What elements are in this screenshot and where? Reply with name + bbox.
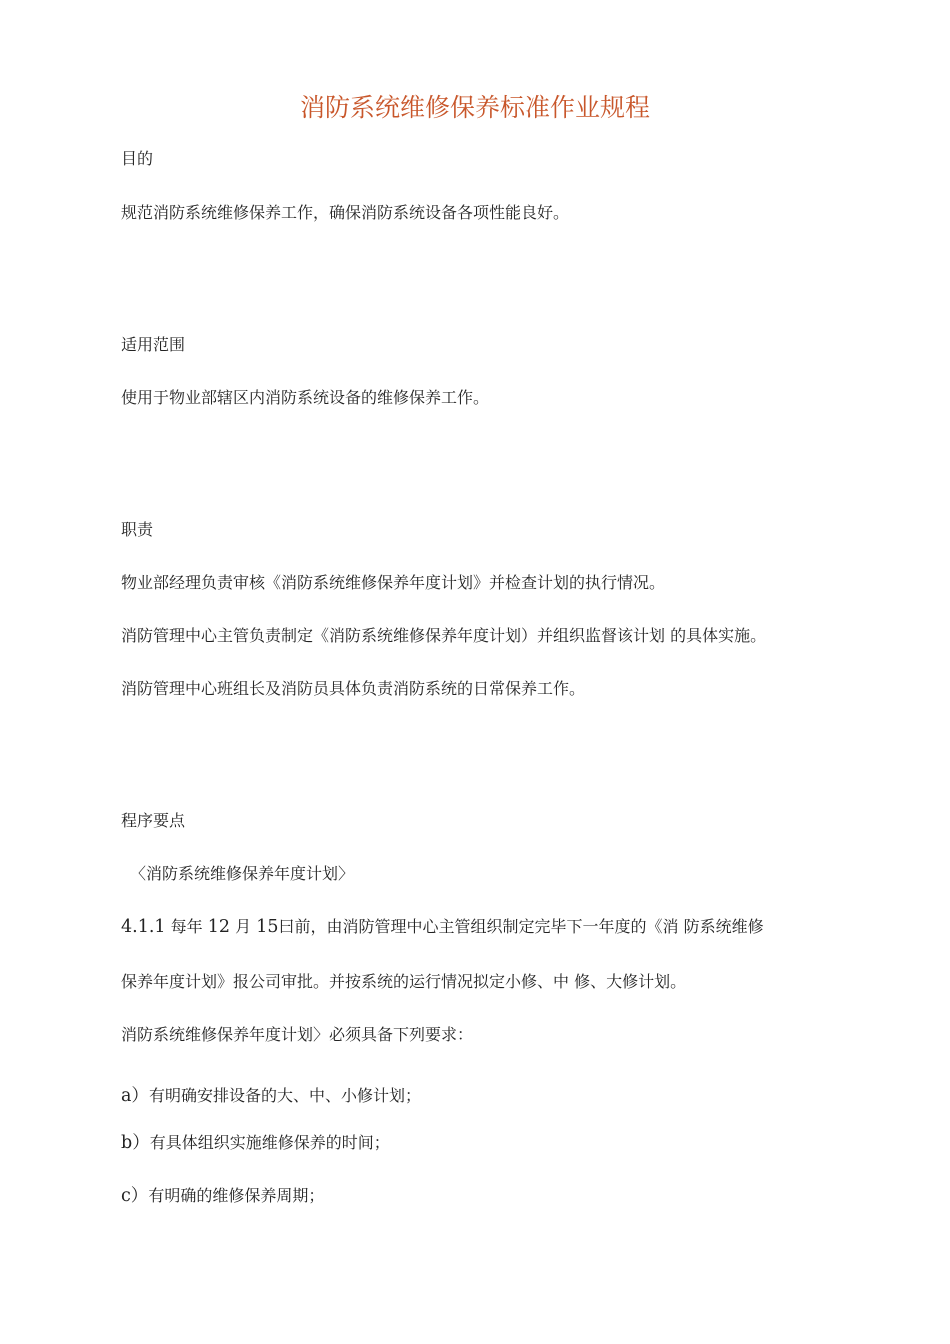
clause-continuation: 保养年度计划》报公司审批。并按系统的运行情况拟定小修、中 修、大修计划。	[121, 972, 687, 991]
requirement-item	[121, 1186, 324, 1206]
requirement-text: 有具体组织实施维修保养的时间；	[149, 1133, 390, 1152]
clause-text-a: 每年	[170, 917, 203, 936]
requirement-item	[121, 1133, 390, 1153]
requirement-label: c）	[121, 1186, 149, 1206]
document-title: 消防系统维修保养标准作业规程	[299, 93, 650, 122]
duty-item: 物业部经理负责审核《消防系统维修保养年度计划》并检查计划的执行情况。	[121, 573, 666, 592]
purpose-body: 规范消防系统维修保养工作，确保消防系统设备各项性能良好。	[121, 203, 570, 222]
clause-day: 15	[256, 917, 279, 937]
duties-heading: 职责	[121, 520, 154, 539]
duty-item: 消防管理中心班组长及消防员具体负责消防系统的日常保养工作。	[121, 679, 586, 698]
requirements-intro: 消防系统维修保养年度计划〉必须具备下列要求：	[121, 1025, 474, 1044]
procedure-heading: 程序要点	[121, 811, 186, 830]
requirement-text: 有明确安排设备的大、中、小修计划；	[148, 1086, 421, 1105]
clause-4-1-1	[121, 917, 764, 937]
procedure-subheading: 〈消防系统维修保养年度计划〉	[130, 864, 355, 883]
clause-month: 12	[207, 917, 231, 937]
scope-heading: 适用范围	[121, 335, 186, 354]
clause-number: 4.1.1	[121, 917, 166, 937]
requirement-text: 有明确的维修保养周期；	[148, 1186, 325, 1205]
clause-text-c: 曰前，由消防管理中心主管组织制定完毕下一年度的《消 防系统维修	[278, 917, 764, 936]
purpose-heading: 目的	[121, 149, 154, 168]
requirement-label: b）	[121, 1133, 150, 1153]
duty-item: 消防管理中心主管负责制定《消防系统维修保养年度计划）并组织监督该计划 的具体实施。	[121, 626, 767, 645]
scope-body: 使用于物业部辖区内消防系统设备的维修保养工作。	[121, 388, 490, 407]
requirement-label: a）	[121, 1086, 149, 1106]
requirement-item	[121, 1086, 421, 1106]
clause-text-b: 月	[235, 917, 252, 936]
